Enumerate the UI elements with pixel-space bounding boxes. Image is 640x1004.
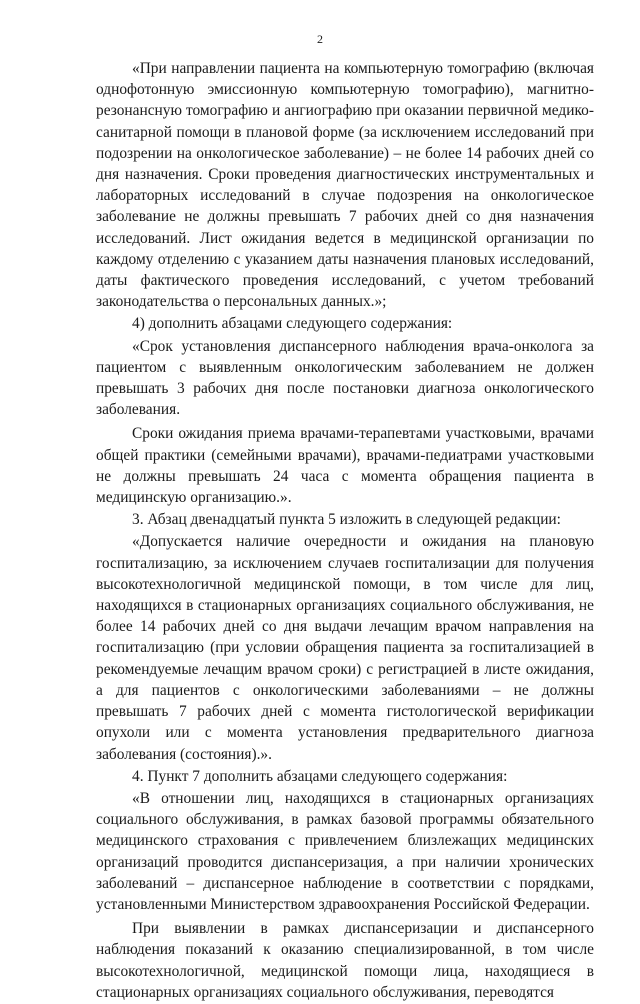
paragraph-therapist-waiting: Сроки ожидания приема врачами-терапевтами участковыми, врачами общей практики (семейными врачами), врачами-педиатрами участковыми не должны превышать 24 часа с момента обращения пациента в медицинскую организацию.». — [96, 425, 594, 507]
paragraph-hospitalization-queue: «Допускается наличие очередности и ожидания на плановую госпитализацию, за исключением случаев госпитализации для получения высокотехнологичной медицинской помощи, в том числе для лиц, находящихся в стационарных организациях социального обслуживания, не более 14 рабочих дней со дня выдачи лечащим врачом направления на госпитализацию (при условии обращения пациента за госпитализацией в рекомендуемые лечащим врачом сроки) с регистрацией в листе ожидания, а для пациентов с онкологическими заболеваниями – не должны превышать 7 рабочих дней с момента гистологической верификации опухоли или с момента установления предварительного диагноза заболевания (состояния).». — [96, 533, 594, 763]
document-body — [96, 58, 594, 1004]
paragraph-oncology-observation: «Срок установления диспансерного наблюдения врача-онколога за пациентом с выявленным онкологическим заболеванием не должен превышать 3 рабочих дня после постановки диагноза онкологического заболевания. — [96, 337, 594, 419]
paragraph-social-care-screening: «В отношении лиц, находящихся в стационарных организациях социального обслуживания, в рамках базовой программы обязательного медицинского страхования с привлечением близлежащих медицинских организаций проводится диспансеризация, а при наличии хронических заболеваний – диспансерное наблюдение в соответствии с порядками, установленными Министерством здравоохранения Российской Федерации. — [96, 789, 594, 913]
paragraph-specialized-care-transfer: При выявлении в рамках диспансеризации и диспансерного наблюдения показаний к оказанию специализированной, в том числе высокотехнологичной, медицинской помощи лица, находящиеся в стационарных организациях социального обслуживания, переводятся — [96, 920, 594, 1001]
paragraph-ct-waiting-times: «При направлении пациента на компьютерную томографию (включая однофотонную эмиссионную компьютерную томографию), магнитно-резонансную томографию и ангиографию при оказании первичной медико-санитарной помощи в плановой форме (за исключением исследований при подозрении на онкологическое заболевание) – не более 14 рабочих дней со дня назначения. Сроки проведения диагностических инструментальных и лабораторных исследований в случае подозрения на онкологическое заболевание не должны превышать 7 рабочих дней со дня назначения исследований. Лист ожидания ведется в медицинской организации по каждому отделению с указанием даты назначения плановых исследований, даты фактического проведения исследований, с учетом требований законодательства о персональных данных.»; — [96, 60, 594, 311]
page-number: 2 — [317, 32, 323, 46]
paragraph-amend-item-4: 4) дополнить абзацами следующего содержания: — [132, 315, 453, 333]
paragraph-amend-point-5: 3. Абзац двенадцатый пункта 5 изложить в следующей редакции: — [132, 511, 561, 529]
paragraph-amend-point-7: 4. Пункт 7 дополнить абзацами следующего содержания: — [132, 767, 508, 785]
